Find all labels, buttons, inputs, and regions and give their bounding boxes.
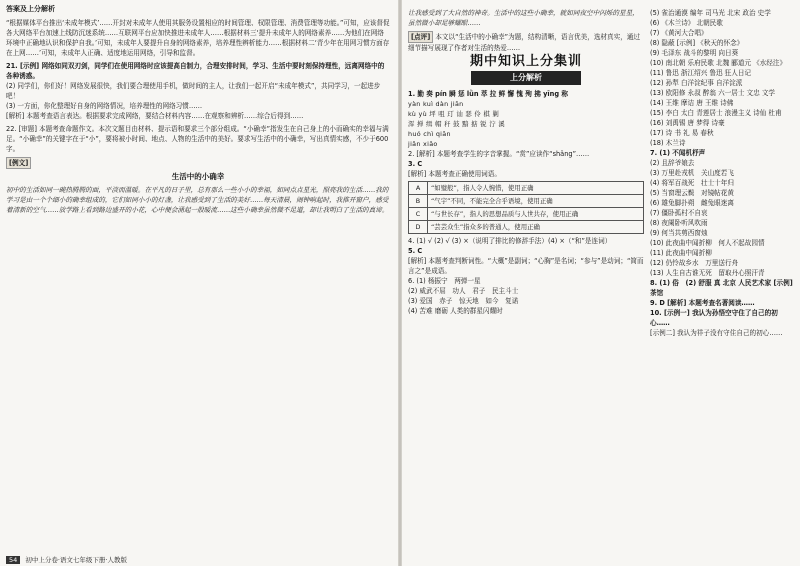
list-item: (15) 李白 太白 青莲居士 浪漫主义 诗仙 杜甫: [650, 109, 782, 117]
list-item: (7) 僵卧孤村不自哀: [650, 209, 708, 217]
answer-list: [650, 8, 794, 338]
list-item: (10) 南北朝 乐府民歌 北魏 郦道元 《水经注》: [650, 59, 787, 67]
q21-answer-c: (3) 一方面，你化整理好自身的网络情况，培养理性的网络习惯……: [6, 102, 203, 110]
example-tag: [例文]: [6, 157, 31, 169]
pinyin-line: yàn kuì dàn jiān: [408, 100, 464, 108]
list-item: (2) 且辞爷娘去: [650, 159, 695, 167]
list-item: (5) 雀治通漠 编年 司马光 北宋 政治 史学: [650, 9, 771, 17]
list-item: (14) 王维 摩诘 唐 王维 诗佛: [650, 99, 734, 107]
page-header: 答案及上分解析: [6, 5, 55, 13]
q6-answer: 6. (1) 杨振宁 两弹一星: [408, 277, 481, 285]
list-item: (9) 何当共剪西窗烛: [650, 229, 708, 237]
list-item: (8) 隐蔽 [示例] 《秋天的怀念》: [650, 39, 744, 47]
q2-answer: 2. [解析] 本题考查学生的字音掌握。“赏”应读作“shǎng”……: [408, 150, 590, 158]
list-item: (16) 刘禹锡 唐 梦得 诗豪: [650, 119, 725, 127]
list-item: (7) 《黄河大合唱》: [650, 29, 708, 37]
intro-paragraph: “根据媒体平台推出‘未成年模式’……开封对未成年人使用其服务设置相应的时间管理、权限管理、消费管理等功能。”可知，应该督促各大网络平台加速上线防沉迷系统……互联网平台应加快推进未成年人……根据材料三‘提升未成年人的网络素养……为他们在网络环境中正确地认识和保护自我。’可知，未成年人要提升自身的网络素养，培养理性辨析能力……根据材料二‘青少年在用网习惯方面存在上网……’可知，未成年人正确、适度地运用网络，引导和监督。: [6, 19, 390, 57]
essay-title: 生活中的小确幸: [171, 172, 225, 181]
q3-explanation: [解析] 本题考查正确使用词语。: [408, 170, 501, 178]
list-item: (12) 仍怜故乡水 万里送行舟: [650, 259, 739, 267]
list-item: (2) 威武不屈 功人 君子 民主斗士: [408, 287, 519, 295]
option-letter: D: [409, 221, 428, 234]
list-item: 10. [示例一] 我认为孙悟空守住了自己的初心……: [650, 309, 778, 327]
q21-answer: 21. [示例] 网络如同双刃剑，同学们在使用网络时应该提高自制力，合理安排时间，学习、生活中要时刻保持理性，远离网络中的各种诱惑。: [6, 62, 385, 80]
essay-body: 初中的生活如同一碗热腾腾的面，平淡而温暖。在平凡的日子里，总有那么一些小小的幸福，如同点点星光，照亮我的生活……我的学习是由一个个细小的确幸组成的，它们如同小小的灯盏，让我感受到了生活的美好……每天清晨，闹钟响起时，我推开窗户，感受着清新的空气……放学路上看到路边盛开的小花，心中便会涌起一股暖流……这些小确幸虽然微不足道，却让我明白了生活的真谛。: [6, 186, 389, 214]
list-item: (11) 此夜曲中闻折柳: [650, 249, 712, 257]
list-item: (5) 当窗理云鬓 对镜帖花黄: [650, 189, 734, 197]
list-item: (18) 木兰诗: [650, 139, 686, 147]
option-explanation: “气宇”不同，不能完全合乎语境，使用正确: [428, 195, 644, 208]
option-explanation: “与世长存”，指人的思想品质与人世共存，使用正确: [428, 208, 644, 221]
q21-answer-b: (2) 同学们，你们好！网络发展很快，我们要合理使用手机，做时间的主人，让我们一起开启“未成年模式”，共同学习，一起进步吧！: [6, 82, 381, 100]
list-item: (8) 夜阑卧听风吹雨: [650, 219, 708, 227]
table-row: [409, 221, 644, 234]
option-letter: C: [409, 208, 428, 221]
list-item: 8. (1) 俗 (2) 舒服 真 北京 人民艺术家 [示例] 茶馆: [650, 279, 793, 297]
left-page: [0, 0, 398, 566]
option-explanation: “芸芸众生”指众多的普通人，使用正确: [428, 221, 644, 234]
q6-list: [408, 286, 644, 316]
list-item: (13) 欧阳修 永叔 醉翁 六一居士 文忠 文学: [650, 89, 776, 97]
left-column: [6, 18, 390, 215]
list-item: (3) 万里赴戎机 关山度若飞: [650, 169, 734, 177]
list-item: (13) 人生自古谁无死 留取丹心照汗青: [650, 269, 765, 277]
list-item: (4) 将军百战死 壮士十年归: [650, 179, 734, 187]
pinyin-list: [408, 99, 644, 149]
pinyin-line: 浑 掸 缉 帽 秆 鼓 黯 掂 锐 泞 溪: [408, 120, 505, 128]
list-item: (9) 毛泽东 战斗的黎明 向日葵: [650, 49, 739, 57]
list-item: (10) 此夜曲中闻折柳 何人不起故园情: [650, 239, 765, 247]
list-item: 9. D [解析] 本题考查名著阅读……: [650, 299, 755, 307]
list-item: (12) 孙犁 白洋淀纪事 自洋淀派: [650, 79, 743, 87]
answer-table: [408, 181, 644, 234]
option-letter: B: [409, 195, 428, 208]
q22-paragraph: 22. [审题] 本题考查命题作文。本次文题目由材料、提示语和要求三个部分组成。“小确幸”指发生在自己身上的小而确实的幸福与满足。“小确幸”的关键字在于“小”，要将被小时间、地点、人物的生活中的美好。要求写生活中的小确幸，写出真情实感，不少于600字。: [6, 125, 389, 153]
list-item: (11) 鲁迅 浙江绍兴 鲁迅 狂人日记: [650, 69, 752, 77]
comment-text: 本文以“生活中的小确幸”为题，结构清晰，语言优美，选材真实，通过细节描写展现了作者对生活的热爱……: [408, 33, 640, 52]
right-page: [402, 0, 800, 566]
right-column-1: [408, 8, 644, 316]
q5-answer: 5. C: [408, 247, 423, 255]
series-title: 初中上分卷·语文七年级下册·人教版: [25, 556, 127, 564]
list-item: 7. (1) 不闻机杼声: [650, 149, 706, 157]
comment-tag: [点评]: [408, 31, 433, 43]
section-title: 期中知识上分集训: [469, 54, 582, 69]
option-letter: A: [409, 182, 428, 195]
page-number: 54: [6, 556, 20, 564]
table-row: [409, 195, 644, 208]
essay-continuation: 让我感受到了大自然的神奇。生活中的这些小确幸，就如同夜空中闪烁的星星，虽然微小却足够耀眼……: [408, 9, 639, 27]
list-item: (4) 苦难 磨砺 人类的群星闪耀时: [408, 307, 503, 315]
pinyin-line: huó chì qiān: [408, 130, 451, 138]
option-explanation: “如璧般”，指人令人惋惜，使用正确: [428, 182, 644, 195]
q21-explanation: [解析] 本题考查语言表达。根据要求完成网络，要结合材料内容……在观察和辨析……综合后得到……: [6, 112, 304, 120]
q3-answer: 3. C: [408, 160, 423, 168]
list-item: (6) 《木兰诗》 北朝民歌: [650, 19, 723, 27]
q1-answer: 1. 勤 奏 pín 瞬 惩 lǜn 萃 拉 鲜 懈 愧 殉 拂 yīng 称: [408, 90, 568, 98]
list-item: [示例二] 我认为祥子没有守住自己的初心……: [650, 329, 783, 337]
list-item: (6) 雄兔脚扑朔 雌兔眼迷离: [650, 199, 734, 207]
q5-explanation: [解析] 本题考查判断词性。“大概”是副词；“心胸”是名词；“参与”是动词；“简而言之”是成语。: [408, 257, 644, 275]
table-row: [409, 182, 644, 195]
list-item: (3) 爱国 赤子 惊天地 如今 复诺: [408, 297, 519, 305]
table-row: [409, 208, 644, 221]
right-column-2: [650, 8, 794, 338]
section-banner: 上分解析: [471, 71, 581, 85]
q4-answer: 4. (1) √ (2) √ (3) ×（说明了排比的修辞手法）(4) ×（“和”是连词）: [408, 237, 612, 245]
page-footer: [6, 555, 127, 564]
list-item: (17) 诗 书 礼 易 春秋: [650, 129, 714, 137]
pinyin-line: jiǎn xiǎo: [408, 140, 438, 148]
pinyin-line: kù yù 坪 咀 玎 讪 瑟 伶 棋 剿: [408, 110, 500, 118]
